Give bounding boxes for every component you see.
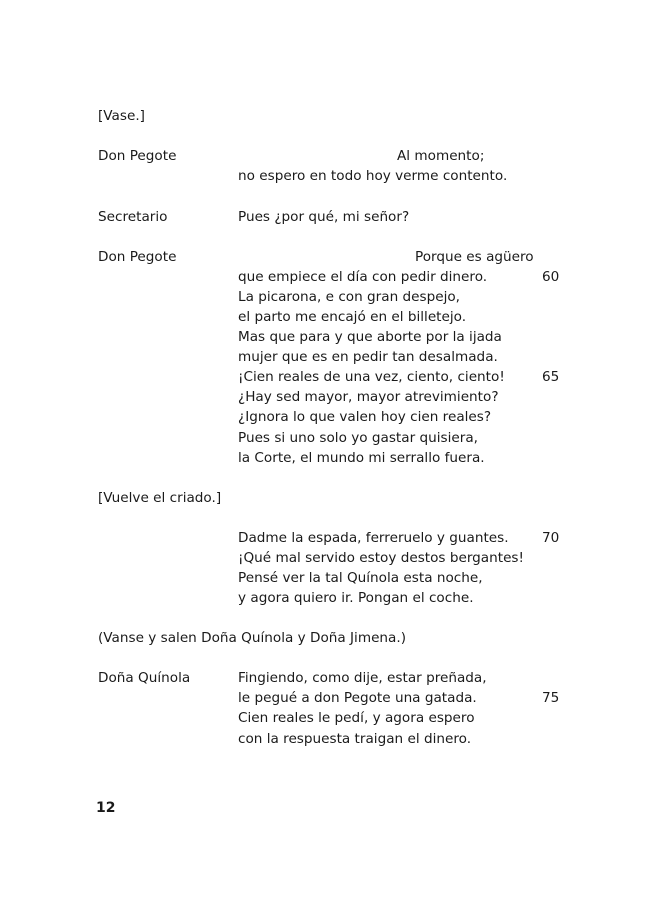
speaker-secretario: Secretario — [98, 209, 168, 225]
verse-line: Cien reales le pedí, y agora espero — [238, 710, 475, 726]
speaker-don-pegote: Don Pegote — [98, 148, 177, 164]
verse-line: le pegué a don Pegote una gatada. — [238, 690, 477, 706]
speaker-dona-quinola: Doña Quínola — [98, 670, 191, 686]
verse-line: ¡Cien reales de una vez, ciento, ciento! — [238, 369, 505, 385]
page-number: 12 — [96, 800, 116, 816]
verse-line: Porque es agüero — [415, 249, 534, 265]
stage-direction-vase: [Vase.] — [98, 108, 145, 124]
verse-line: Pues si uno solo yo gastar quisiera, — [238, 430, 478, 446]
verse-line: Mas que para y que aborte por la ijada — [238, 329, 502, 345]
line-number: 75 — [542, 690, 560, 706]
verse-line: que empiece el día con pedir dinero. — [238, 269, 488, 285]
line-number: 70 — [542, 530, 560, 546]
verse-line: la Corte, el mundo mi serrallo fuera. — [238, 450, 485, 466]
verse-line: el parto me encajó en el billetejo. — [238, 309, 467, 325]
verse-line: no espero en todo hoy verme contento. — [238, 168, 508, 184]
speaker-don-pegote: Don Pegote — [98, 249, 177, 265]
verse-line: Fingiendo, como dije, estar preñada, — [238, 670, 487, 686]
line-number: 65 — [542, 369, 560, 385]
stage-direction-vanse: (Vanse y salen Doña Quínola y Doña Jimena.) — [98, 630, 406, 646]
verse-line: Pensé ver la tal Quínola esta noche, — [238, 570, 483, 586]
stage-direction-vuelve: [Vuelve el criado.] — [98, 490, 222, 506]
line-number: 60 — [542, 269, 560, 285]
verse-line: Dadme la espada, ferreruelo y guantes. — [238, 530, 509, 546]
verse-line: La picarona, e con gran despejo, — [238, 289, 461, 305]
verse-line: Al momento; — [397, 148, 485, 164]
verse-line: mujer que es en pedir tan desalmada. — [238, 349, 498, 365]
verse-line: y agora quiero ir. Pongan el coche. — [238, 590, 474, 606]
verse-line: Pues ¿por qué, mi señor? — [238, 209, 410, 225]
verse-line: ¡Qué mal servido estoy destos bergantes! — [238, 550, 524, 566]
verse-line: ¿Ignora lo que valen hoy cien reales? — [238, 409, 492, 425]
verse-line: con la respuesta traigan el dinero. — [238, 731, 472, 747]
verse-line: ¿Hay sed mayor, mayor atrevimiento? — [238, 389, 499, 405]
